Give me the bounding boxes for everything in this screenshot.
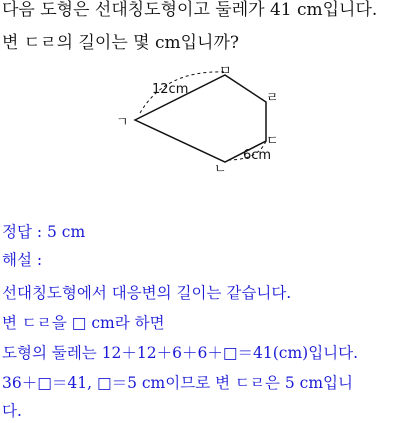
- vertex-label-d: ㄴ: [214, 162, 227, 177]
- edge-label-bottom: 6cm: [243, 148, 272, 163]
- explanation-line-3: 도형의 둘레는 12＋12＋6＋6＋□＝41(cm)입니다.: [2, 344, 359, 362]
- vertex-label-e: ㄱ: [116, 115, 129, 130]
- explanation-line-5: 다.: [2, 402, 22, 420]
- question-line-1: 다음 도형은 선대칭도형이고 둘레가 41 cm입니다.: [2, 0, 378, 20]
- vertex-label-c: ㄷ: [266, 134, 279, 149]
- vertex-label-b: ㄹ: [266, 91, 279, 106]
- vertex-label-a: ㅁ: [219, 64, 232, 79]
- explanation-line-4: 36＋□＝41, □＝5 cm이므로 변 ㄷㄹ은 5 cm입니: [2, 374, 353, 392]
- explanation-line-1: 선대칭도형에서 대응변의 길이는 같습니다.: [2, 284, 292, 302]
- explanation-line-2: 변 ㄷㄹ을 □ cm라 하면: [2, 314, 165, 332]
- explanation-heading: 해설 :: [2, 251, 43, 269]
- question-line-2: 변 ㄷㄹ의 길이는 몇 cm입니까?: [2, 33, 240, 53]
- answer-line: 정답 : 5 cm: [2, 223, 86, 241]
- edge-label-top: 12cm: [152, 82, 189, 97]
- symmetric-figure: [0, 0, 400, 200]
